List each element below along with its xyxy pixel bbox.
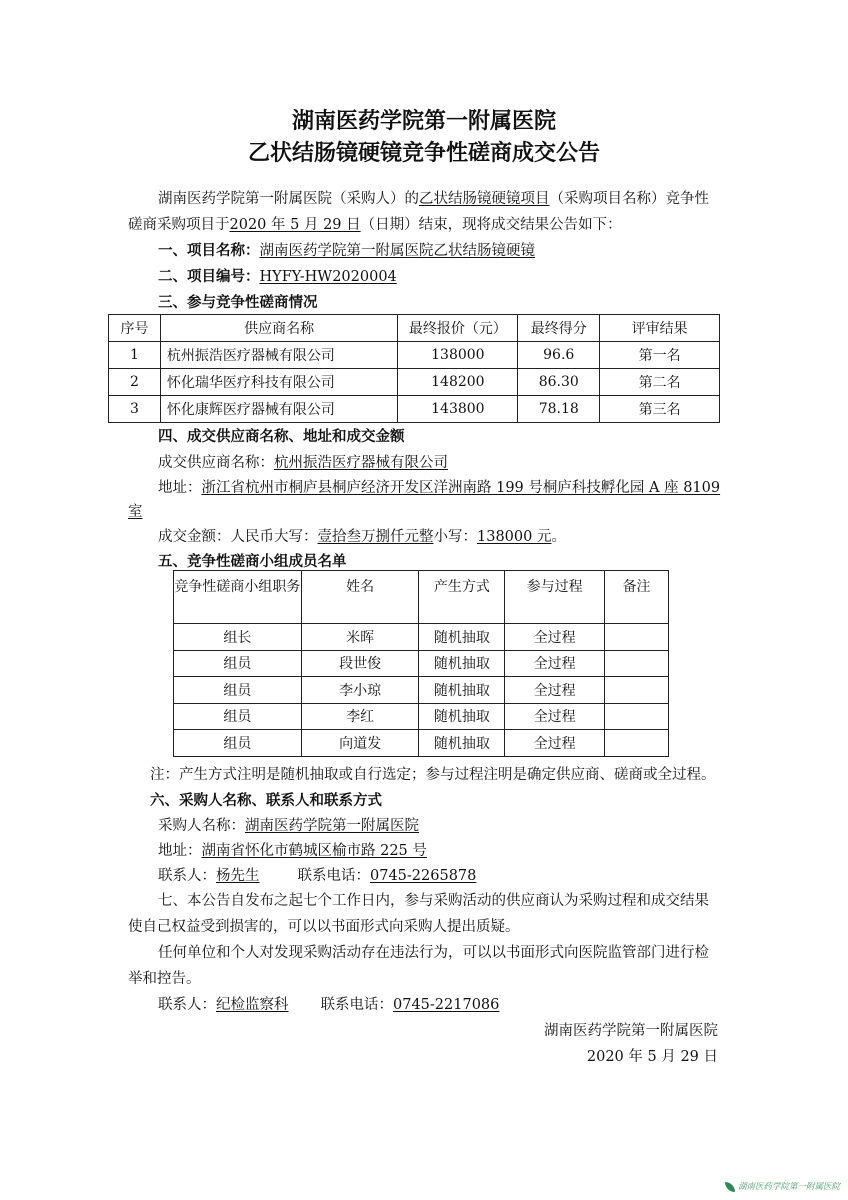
- table-row: 3 怀化康辉医疗器械有限公司 143800 78.18 第三名: [109, 396, 720, 423]
- hospital-logo: 湖南医药学院第一附属医院: [725, 1180, 840, 1192]
- table-row: 组长 米晖 随机抽取 全过程: [174, 624, 669, 651]
- table-row: 2 怀化瑞华医疗科技有限公司 148200 86.30 第二名: [109, 369, 720, 396]
- project-number: HYFY-HW2020004: [259, 269, 397, 285]
- bid-table: [108, 314, 720, 423]
- section-5-heading: 五、竞争性磋商小组成员名单: [158, 554, 347, 570]
- title-line-2: 乙状结肠镜硬镜竞争性磋商成交公告: [247, 141, 600, 166]
- section-2: 二、项目编号：HYFY-HW2020004: [158, 269, 397, 285]
- table-note: 注：产生方式注明是随机抽取或自行选定；参与过程注明是确定供应商、磋商或全过程。: [150, 767, 716, 783]
- section-1: 一、项目名称：湖南医药学院第一附属医院乙状结肠镜硬镜: [158, 243, 535, 259]
- section-7-line-4: 举和控告。: [128, 971, 201, 987]
- supervision-contact: 联系人：纪检监察科 联系电话：0745-2217086: [158, 997, 500, 1013]
- section-7-line-3: 任何单位和个人对发现采购活动存在违法行为，可以以书面形式向医院监管部门进行检: [158, 945, 709, 961]
- title-line-1: 湖南医药学院第一附属医院: [291, 109, 556, 134]
- intro-line-1: 湖南医药学院第一附属医院（采购人）的乙状结肠镜硬镜项目（采购项目名称）竞争性: [158, 191, 709, 207]
- winning-supplier: 成交供应商名称：杭州振浩医疗器械有限公司: [158, 455, 448, 471]
- table-row: 组员 李小琼 随机抽取 全过程: [174, 677, 669, 704]
- table-header-row: 竞争性磋商小组职务 姓名 产生方式 参与过程 备注: [174, 571, 669, 624]
- leaf-logo-icon: [725, 1182, 735, 1192]
- table-row: 组员 向道发 随机抽取 全过程: [174, 730, 669, 757]
- intro-line-2: 磋商采购项目于2020 年 5 月 29 日（日期）结束，现将成交结果公告如下：: [128, 217, 622, 233]
- supplier-address: 地址：浙江省杭州市桐庐县桐庐经济开发区洋洲南路 199 号桐庐科技孵化园 A 座 8109: [158, 480, 721, 496]
- supplier-address-cont: 室: [128, 504, 143, 520]
- project-name: 湖南医药学院第一附属医院乙状结肠镜硬镜: [259, 243, 535, 259]
- footer-org: 湖南医药学院第一附属医院: [544, 1023, 718, 1039]
- table-row: 组员 李红 随机抽取 全过程: [174, 703, 669, 730]
- award-amount: 成交金额：人民币大写：壹拾叁万捌仟元整小写：138000 元。: [158, 529, 566, 545]
- table-row: 1 杭州振浩医疗器械有限公司 138000 96.6 第一名: [109, 342, 720, 369]
- footer-date: 2020 年 5 月 29 日: [586, 1049, 718, 1065]
- project-name-inline: 乙状结肠镜硬镜项目: [419, 191, 550, 207]
- section-6-heading: 六、采购人名称、联系人和联系方式: [150, 793, 382, 809]
- end-date-inline: 2020 年 5 月 29 日: [229, 217, 361, 233]
- buyer-address: 地址：湖南省怀化市鹤城区榆市路 225 号: [158, 843, 427, 859]
- section-3-heading: 三、参与竞争性磋商情况: [158, 295, 318, 311]
- member-table: [173, 570, 669, 757]
- section-7-line-1: 七、本公告自发布之起七个工作日内，参与采购活动的供应商认为采购过程和成交结果: [158, 893, 709, 909]
- buyer-name: 采购人名称：湖南医药学院第一附属医院: [158, 818, 419, 834]
- section-7-line-2: 使自己权益受到损害的，可以以书面形式向采购人提出质疑。: [128, 919, 520, 935]
- table-header-row: 序号 供应商名称 最终报价（元） 最终得分 评审结果: [109, 315, 720, 342]
- section-4-heading: 四、成交供应商名称、地址和成交金额: [158, 429, 405, 445]
- table-row: 组员 段世俊 随机抽取 全过程: [174, 650, 669, 677]
- buyer-contact: 联系人：杨先生 联系电话：0745-2265878: [158, 868, 477, 884]
